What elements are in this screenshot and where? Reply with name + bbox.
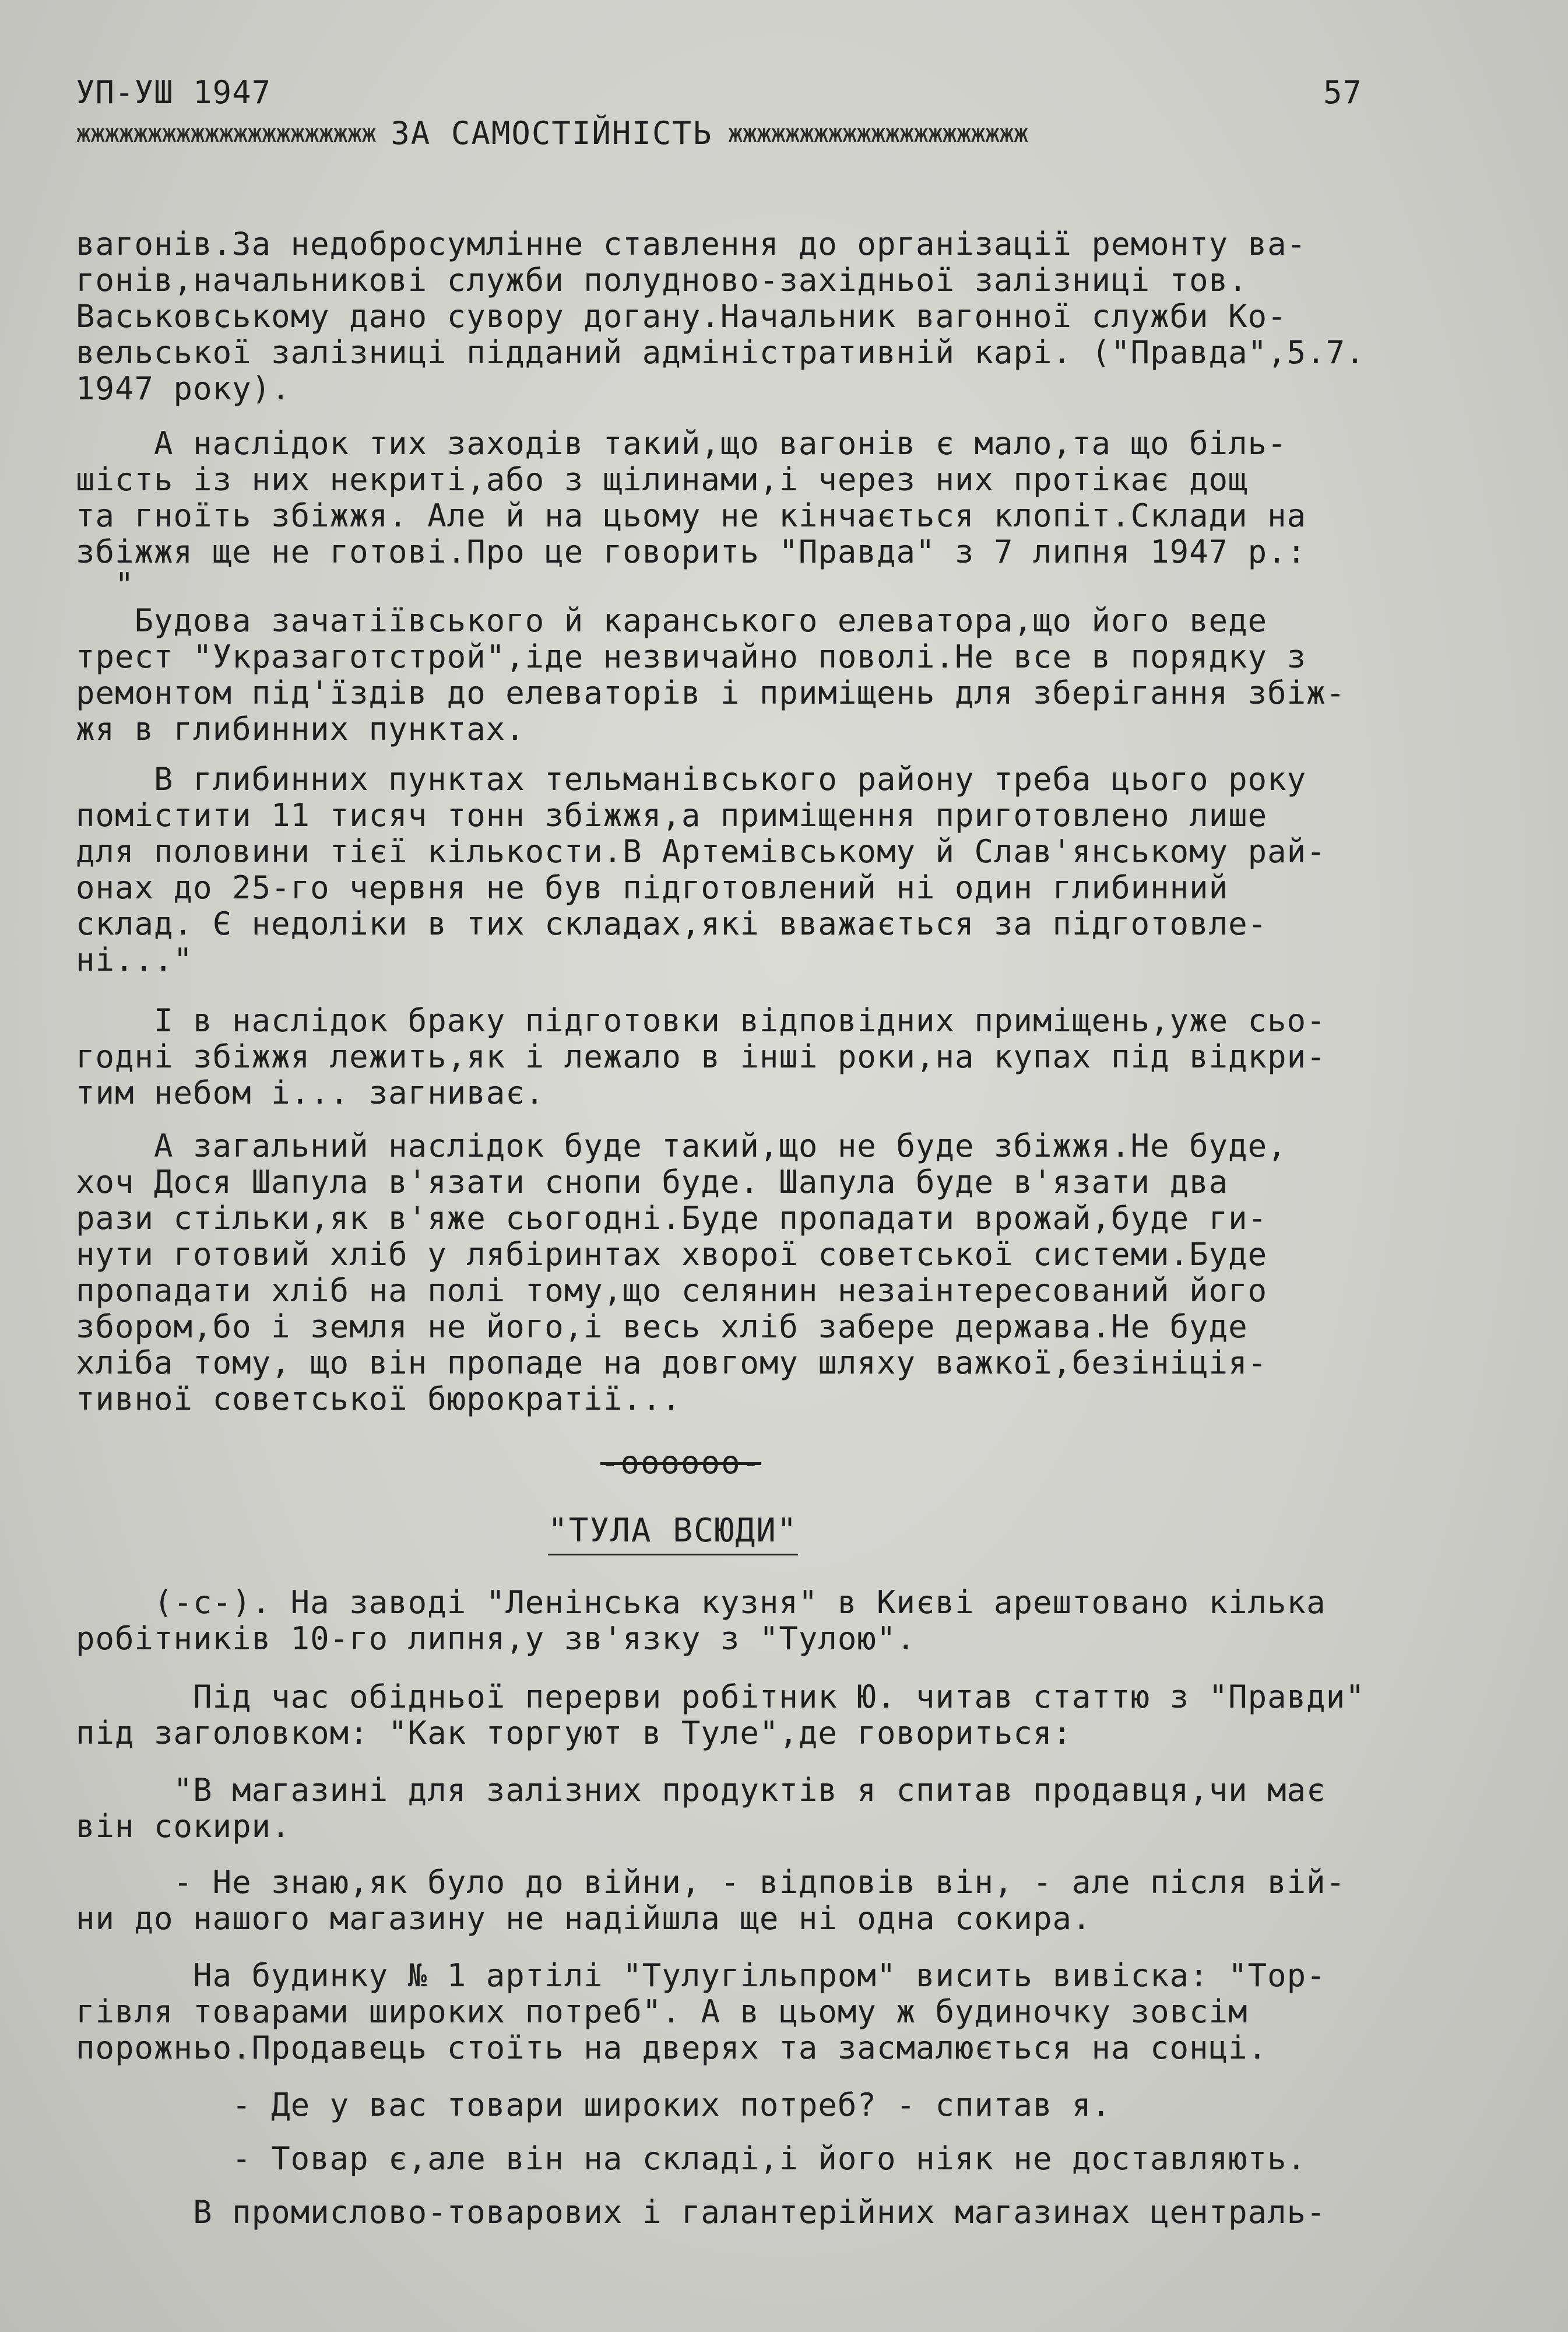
paragraph-6: А загальний наслідок буде такий,що не буде збіжжя.Не буде, хоч Дося Шапула в'язати снопи буде. Шапула буде в'язати два рази стільки,як в'яже сьогодні.Буде пропадати врожай,буде ги- нути готовий хліб у лябіринтах хворої советської системи.Буде пропадати хліб на полі тому,що селянин незаінтересований його збором,бо і земля не його,і весь хліб забере держава.Не буде хліба тому, що він пропаде на довгому шляху важкої,безініція- тивної советської бюрократії... [76, 1128, 1287, 1417]
section-paragraph-4: - Не знаю,як було до війни, - відповів він, - але після вій- ни до нашого магазину не надійшла ще ні одна сокира. [76, 1864, 1346, 1937]
section-paragraph-6: - Де у вас товари широких потреб? - спитав я. [76, 2087, 1112, 2123]
paragraph-1: вагонів.За недобросумлінне ставлення до організації ремонту ва- гонів,начальникові служби полудново-західньої залізниці тов. Васьковському дано сувору догану.Начальник вагонної служби Ко- вельської залізниці підданий адміністративній карі. ("Правда",5.7. 1947 року). [76, 226, 1365, 407]
paragraph-2: А наслідок тих заходів такий,що вагонів є мало,та що біль- шість із них некриті,або з щілинами,і через них протікає дощ та гноїть збіжжя. Але й на цьому не кінчається клопіт.Склади на збіжжя ще не готові.Про це говорить "Правда" з 7 липня 1947 р.: [76, 425, 1307, 570]
section-divider: -оооооо- [600, 1444, 762, 1481]
paragraph-4-quote: В глибинних пунктах тельманівського району треба цього року помістити 11 тисяч тонн збіжжя,а приміщення приготовлено лише для половини тієї кількости.В Артемівському й Слав'янському рай- онах до 25-го червня не був підготовлений ні один глибинний склад. Є недоліки в тих складах,які вважається за підготовле- ні..." [76, 761, 1326, 978]
section-paragraph-8: В промислово-товарових і галантерійних магазинах централь- [76, 2194, 1326, 2231]
header-issue: УП-УШ 1947 [76, 74, 272, 111]
paragraph-5: І в наслідок браку підготовки відповідних приміщень,уже сьо- годні збіжжя лежить,як і лежало в інші роки,на купах під відкри- тим небом і... загниває. [76, 1002, 1326, 1111]
section-paragraph-5: На будинку № 1 артілі "Тулугільпром" висить вивіска: "Тор- гівля товарами широких потреб". А в цьому ж будиночку зовсім порожньо.Продавець стоїть на дверях та засмалюється на сонці. [76, 1957, 1326, 2066]
section-title: "ТУЛА ВСЮДИ" [548, 1513, 798, 1555]
header-rule [76, 115, 1028, 152]
section-paragraph-1: (-с-). На заводі "Ленінська кузня" в Києві арештовано кілька робітників 10-го липня,у зв'язку з "Тулою". [76, 1584, 1326, 1657]
page-number: 57 [1323, 74, 1363, 111]
section-paragraph-3: "В магазині для залізних продуктів я спитав продавця,чи має він сокири. [76, 1772, 1326, 1845]
header-rule-right: жжжжжжжжжжжжжжжжжжжжж [727, 118, 1028, 149]
header-rule-left: жжжжжжжжжжжжжжжжжжжжж [76, 118, 376, 149]
section-paragraph-2: Під час обідньої перерви робітник Ю. читав статтю з "Правди" під заголовком: "Как торгуют в Туле",де говориться: [76, 1678, 1365, 1751]
section-paragraph-7: - Товар є,але він на складі,і його ніяк не доставляють. [76, 2140, 1307, 2177]
header-title: ЗА САМОСТІЙНІСТЬ [391, 115, 713, 152]
paragraph-3-quote: " Будова зачатіївського й каранського елеватора,що його веде трест "Укразаготстрой",іде незвичайно поволі.Не все в порядку з ремонтом під'їздів до елеваторів і приміщень для зберігання збіж- жя в глибинних пунктах. [76, 566, 1346, 747]
